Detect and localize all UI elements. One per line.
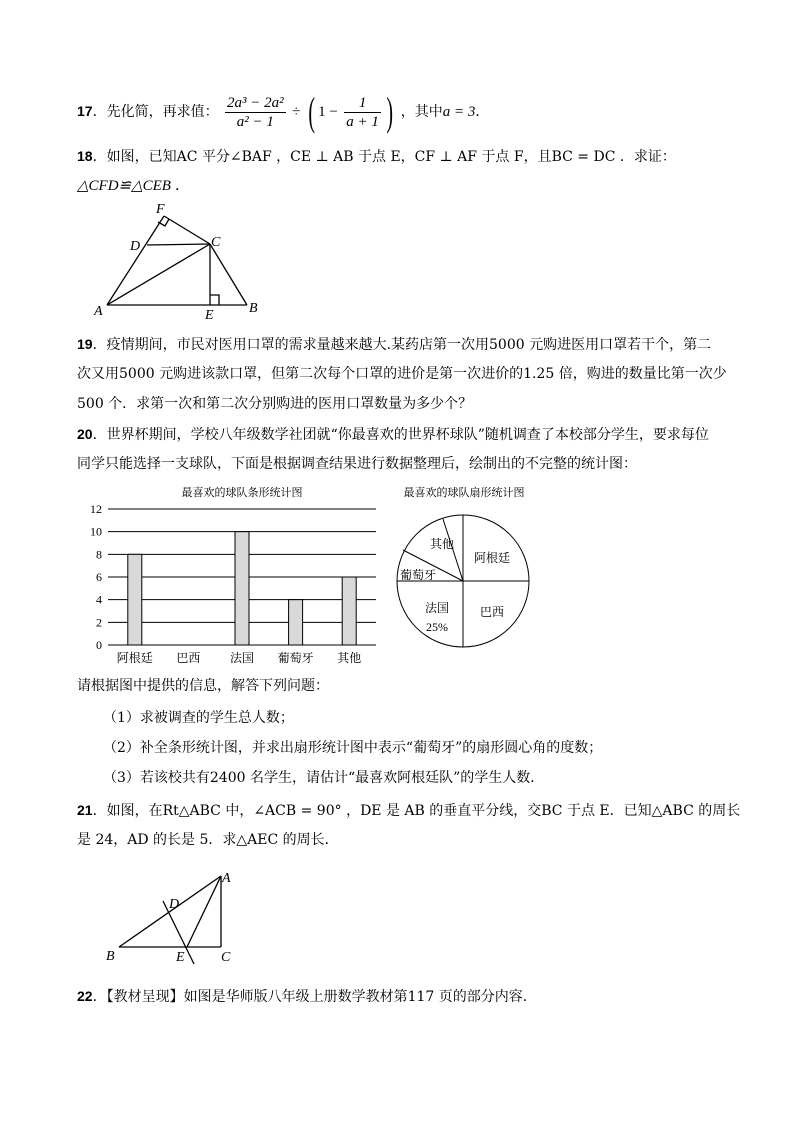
category-label-葡萄牙: 葡萄牙 [277,651,314,665]
q22-text-1: ．【教材呈现】如图是华师版八年级上册数学教材第117 页的部分内容． [92,989,537,1005]
q17-one-minus: 1 − [318,104,338,120]
pie-label-france-pct: 25% [426,620,448,634]
q20-number: 20 [77,426,93,442]
q17-frac-numerator: 2a³ − 2a² [227,94,284,111]
pie-label-other: 其他 [430,537,455,551]
q20-sub2: （2）补全条形统计图，并求出扇形统计图中表示“葡萄牙”的扇形圆心角的度数； [103,740,603,756]
q20-sub3: （3）若该校共有2400 名学生，请估计“最喜欢阿根廷队”的学生人数． [103,770,545,786]
q19-line3: 500 个．求第一次和第二次分别购进的医用口罩数量为多少个？ [77,396,473,412]
label-B-21: B [106,949,115,964]
pie-label-portugal: 葡萄牙 [400,568,437,582]
q21-figure [100,868,245,968]
q21-text-1: ．如图，在Rt△ABC 中，∠ACB = 90° ，DE 是 AB 的垂直平分线，交BC 于点 E．已知△ABC 的周长 [92,803,741,819]
q22-number: 22 [77,988,93,1004]
q19-line2: 次又用5000 元购进该款口罩，但第二次每个口罩的进价是第一次进价的1.25 倍，购进的数量比第一次少 [77,366,727,382]
ytick-label-2: 2 [96,615,102,630]
q20-text-1: ．世界杯期间，学校八年级数学社团就“你最喜欢的世界杯球队”随机调查了本校部分学生，要求每位 [92,427,709,443]
q17-divide-sign: ÷ [292,104,301,120]
q17-inner-denominator: a + 1 [346,113,379,130]
q21-number: 21 [77,802,93,818]
q22-line1 [77,986,537,1007]
q17-end: ． [475,104,490,120]
label-C-21: C [221,950,231,965]
right-angle-F [158,219,169,226]
q18-text-1: ．如图，已知AC 平分∠BAF ，CE ⊥ AB 于点 E，CF ⊥ AF 于点 F，且BC = DC ．求证： [92,149,676,165]
pie-chart-title: 最喜欢的球队扇形统计图 [403,486,525,499]
pie-label-brazil: 巴西 [480,605,505,619]
q18-line2: △CFD≌△CEB ． [77,178,190,194]
q17-text: ．先化简，再求值： [92,104,219,120]
q17-right-paren: ) [386,89,393,134]
pie-chart [388,482,538,662]
q17-number: 17 [77,103,93,119]
bar-chart-title: 最喜欢的球队条形统计图 [181,486,303,499]
bar-其他 [342,577,356,645]
ytick-label-4: 4 [96,592,102,607]
label-F: F [156,202,165,217]
label-A: A [94,304,103,319]
category-label-其他: 其他 [337,651,362,665]
bar-葡萄牙 [289,600,303,645]
q21-line2: 是 24，AD 的长是 5．求△AEC 的周长． [77,832,339,848]
ytick-label-6: 6 [96,570,102,584]
category-label-法国: 法国 [229,651,255,665]
label-A-21: A [222,871,231,886]
q20-line2: 同学只能选择一支球队，下面是根据调查结果进行数据整理后，绘制出的不完整的统计图： [77,456,637,472]
q21-line1 [77,800,740,821]
q20-sub1: （1）求被调查的学生总人数； [103,710,294,726]
label-C: C [211,235,221,250]
label-D-21: D [169,897,180,912]
pie-label-france: 法国 [425,601,450,615]
q18-line1 [77,146,676,167]
segment-AF [107,216,164,305]
label-D: D [130,239,141,254]
right-angle-E [210,295,219,305]
q18-number: 18 [77,148,93,164]
segment-AC [107,244,210,305]
q19-text-1: ．疫情期间，市民对医用口罩的需求量越来越大.某药店第一次用5000 元购进医用口罩若干个，第二 [92,337,712,353]
bar-chart [80,482,390,670]
q17-line [77,89,490,134]
segment-EA [187,876,221,947]
segment-DC [147,244,210,245]
ytick-label-10: 10 [90,524,102,539]
category-label-巴西: 巴西 [176,651,201,665]
q17-condition: a = 3 [442,104,476,120]
q19-line1 [77,334,711,355]
q17-frac-denominator: a² − 1 [236,113,274,130]
ytick-label-0: 0 [96,638,102,652]
ytick-label-12: 12 [90,502,102,516]
q17-inner-numerator: 1 [344,94,381,113]
segment-FC [164,216,210,244]
category-label-阿根廷: 阿根廷 [116,651,153,665]
q17-left-paren: ( [308,89,315,134]
q20-line1 [77,424,709,445]
q17-inner-fraction [344,94,381,131]
bar-阿根廷 [128,554,142,645]
q20-after-text: 请根据图中提供的信息，解答下列问题： [77,678,329,694]
label-E-21: E [176,950,185,965]
ytick-label-8: 8 [96,547,102,562]
pie-label-argentina: 阿根廷 [474,551,511,565]
q18-figure [88,200,268,320]
bar-法国 [235,532,249,645]
q17-text-b: ，其中 [400,104,443,120]
label-B: B [249,301,258,316]
segment-CB [210,244,247,305]
q17-fraction [225,94,286,131]
q19-number: 19 [77,336,93,352]
label-E: E [205,308,214,320]
